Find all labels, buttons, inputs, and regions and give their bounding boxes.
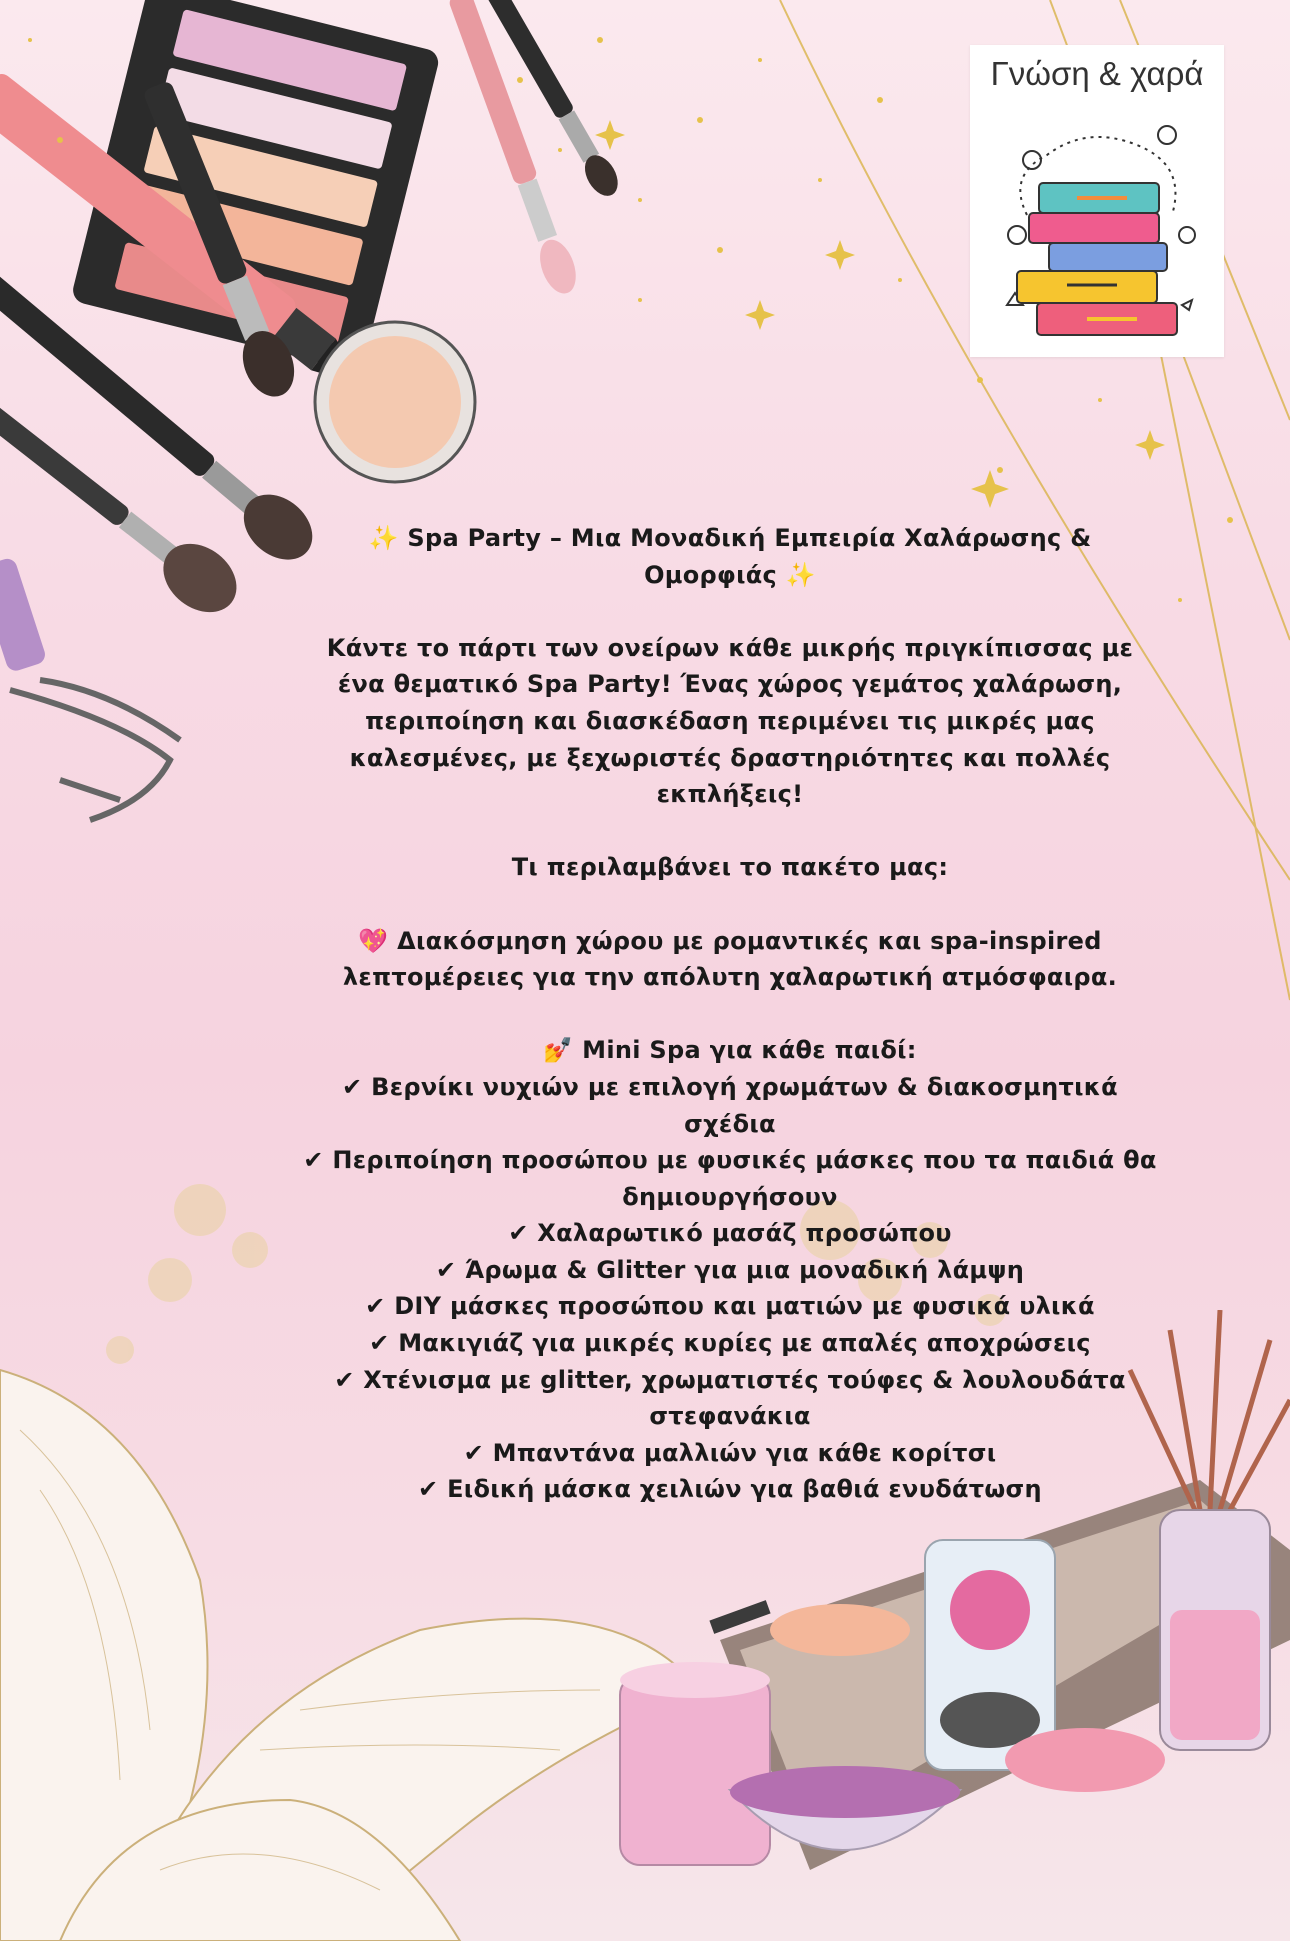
mini-spa-item: ✔ Χαλαρωτικό μασάζ προσώπου (508, 1219, 952, 1248)
heading: ✨ Spa Party – Μια Μοναδική Εμπειρία Χαλάρωσης & Ομορφιάς ✨ (368, 524, 1092, 589)
intro-paragraph: Κάντε το πάρτι των ονείρων κάθε μικρής πριγκίπισσας με ένα θεματικό Spa Party! Ένας χώρος γεμάτος χαλάρωση, περιποίηση και διασκέδαση περιμένει τις μικρές μας καλεσμένες, με ξεχωριστές δραστηριότητες και πολλές εκπλήξεις! (326, 633, 1134, 809)
mini-spa-item: ✔ Χτένισμα με glitter, χρωματιστές τούφες & λουλουδάτα στεφανάκια (334, 1365, 1126, 1431)
main-content (300, 520, 1160, 1508)
mini-spa-item: ✔ DIY μάσκες προσώπου και ματιών με φυσικά υλικά (365, 1292, 1095, 1321)
mini-spa-item: ✔ Ειδική μάσκα χειλιών για βαθιά ενυδάτωση (418, 1475, 1042, 1504)
mini-spa-item: ✔ Περιποίηση προσώπου με φυσικές μάσκες που τα παιδιά θα δημιουργήσουν (303, 1146, 1157, 1211)
mini-spa-item: ✔ Βερνίκι νυχιών με επιλογή χρωμάτων & διακοσμητικά σχέδια (342, 1072, 1118, 1138)
mini-spa-item: ✔ Μπαντάνα μαλλιών για κάθε κορίτσι (463, 1438, 997, 1467)
logo-card (970, 45, 1224, 357)
mini-spa-title: 💅 Mini Spa για κάθε παιδί: (543, 1036, 917, 1065)
logo-title: Γνώση & χαρά (990, 55, 1204, 92)
stacked-books-icon (987, 105, 1207, 345)
mini-spa-item: ✔ Μακιγιάζ για μικρές κυρίες με απαλές αποχρώσεις (369, 1329, 1091, 1358)
mini-spa-item: ✔ Άρωμα & Glitter για μια μοναδική λάμψη (435, 1255, 1025, 1284)
package-title: Τι περιλαμβάνει το πακέτο μας: (511, 853, 949, 882)
decor-item: 💖 Διακόσμηση χώρου με ρομαντικές και spa-inspired λεπτομέρειες για την απόλυτη χαλαρωτική ατμόσφαιρα. (342, 926, 1118, 992)
